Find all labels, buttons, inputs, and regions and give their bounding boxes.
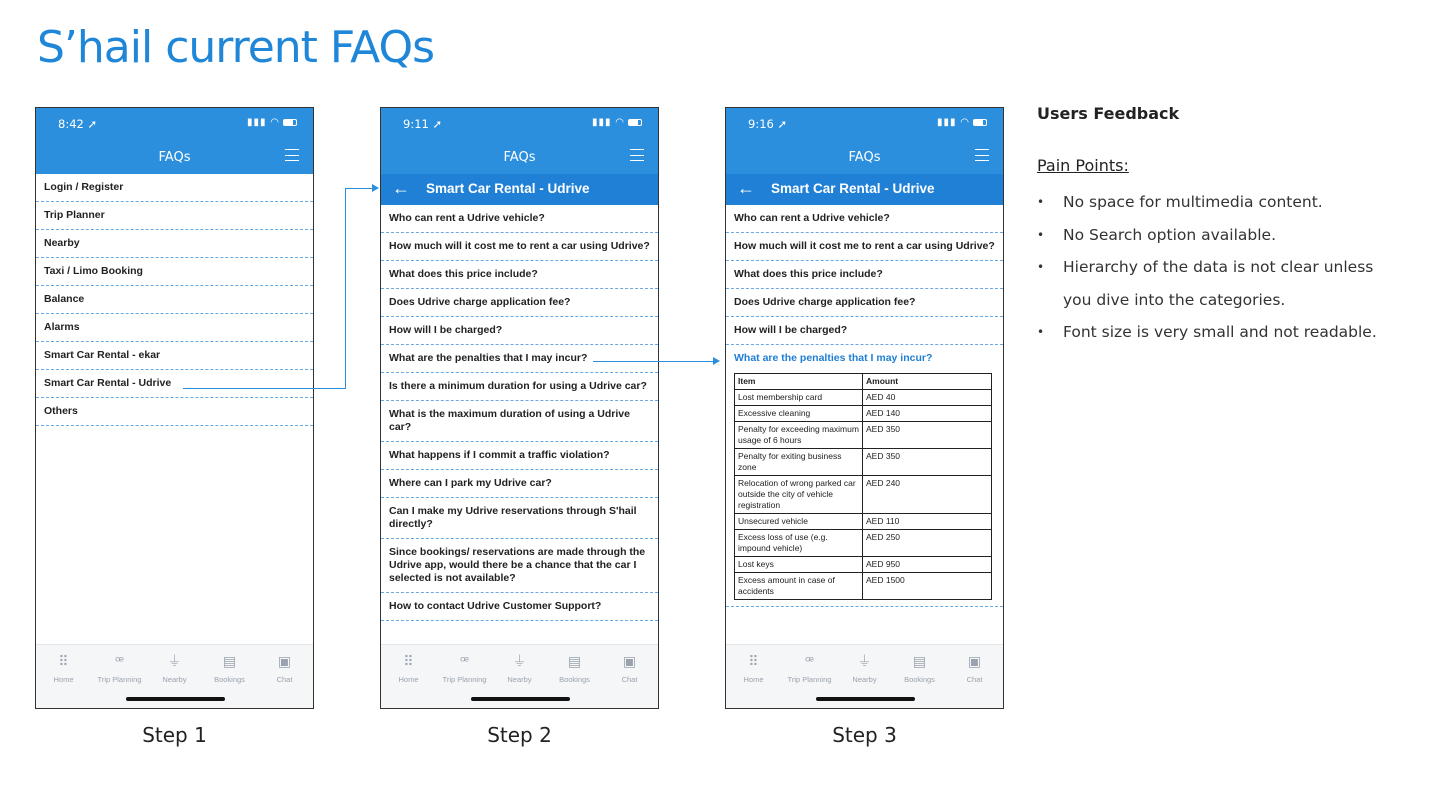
status-time: 8:42 ➚: [58, 117, 98, 131]
list-item: • Hierarchy of the data is not clear unless you dive into the categories.: [1037, 251, 1377, 316]
grid-icon: ⠿: [748, 653, 759, 669]
pin-icon: ⏚: [512, 653, 527, 669]
back-arrow-icon[interactable]: ←: [737, 178, 755, 198]
list-item[interactable]: How to contact Udrive Customer Support?: [381, 593, 658, 621]
nav-nearby[interactable]: ⏚ Nearby: [837, 651, 892, 684]
table-cell: Excess loss of use (e.g. impound vehicle): [735, 530, 863, 557]
sub-header: [726, 174, 1003, 205]
list-item[interactable]: Who can rent a Udrive vehicle?: [381, 205, 658, 233]
list-item[interactable]: Login / Register: [36, 174, 313, 202]
table-cell: Excessive cleaning: [735, 406, 863, 422]
table-row: [735, 530, 992, 557]
table-row: [735, 514, 992, 530]
nav-bookings[interactable]: ▤ Bookings: [547, 651, 602, 684]
home-indicator: [471, 697, 570, 701]
header-title: FAQs: [158, 150, 191, 165]
list-item[interactable]: Balance: [36, 286, 313, 314]
list-item[interactable]: What does this price include?: [381, 261, 658, 289]
pin-icon: ⏚: [857, 653, 872, 669]
pin-icon: ⏚: [167, 653, 182, 669]
home-indicator: [126, 697, 225, 701]
header-title: FAQs: [848, 150, 881, 165]
list-item[interactable]: How will I be charged?: [726, 317, 1003, 345]
nav-home[interactable]: ⠿ Home: [36, 651, 91, 684]
arrow-head-icon: [372, 184, 379, 192]
nav-trip-planning[interactable]: ꟹ Trip Planning: [782, 651, 837, 684]
menu-icon[interactable]: [975, 149, 989, 161]
table-cell: AED 240: [863, 476, 992, 514]
table-cell: AED 1500: [863, 573, 992, 600]
feedback-heading: Users Feedback: [1037, 104, 1180, 123]
connector-line: [183, 388, 345, 389]
table-row: [735, 406, 992, 422]
table-header: Amount: [863, 374, 992, 390]
table-row: [735, 573, 992, 600]
list-item-active[interactable]: What are the penalties that I may incur?: [734, 352, 933, 364]
step-label: Step 3: [832, 723, 897, 747]
home-indicator: [816, 697, 915, 701]
step-label: Step 1: [142, 723, 207, 747]
step-label: Step 2: [487, 723, 552, 747]
divider: [726, 606, 1003, 607]
sub-header-title: Smart Car Rental - Udrive: [771, 181, 935, 196]
table-cell: AED 110: [863, 514, 992, 530]
ticket-icon: ▤: [567, 653, 582, 669]
bottom-nav: [36, 644, 313, 708]
nav-chat[interactable]: ▣ Chat: [602, 651, 657, 684]
nav-chat[interactable]: ▣ Chat: [947, 651, 1002, 684]
list-item[interactable]: What is the maximum duration of using a Udrive car?: [381, 401, 658, 442]
nav-trip-planning[interactable]: ꟹ Trip Planning: [92, 651, 147, 684]
ticket-icon: ▤: [222, 653, 237, 669]
arrow-head-icon: [713, 357, 720, 365]
nav-nearby[interactable]: ⏚ Nearby: [147, 651, 202, 684]
list-item[interactable]: What happens if I commit a traffic violation?: [381, 442, 658, 470]
table-row: [735, 390, 992, 406]
list-item[interactable]: Does Udrive charge application fee?: [726, 289, 1003, 317]
app-header: [36, 108, 313, 174]
penalty-table: [734, 373, 992, 600]
pain-points-heading: Pain Points:: [1037, 156, 1129, 175]
nav-home[interactable]: ⠿ Home: [726, 651, 781, 684]
question-list: [726, 205, 1003, 365]
nav-home[interactable]: ⠿ Home: [381, 651, 436, 684]
table-row: [735, 557, 992, 573]
table-header: Item: [735, 374, 863, 390]
phone-step1: [35, 107, 314, 709]
list-item[interactable]: Trip Planner: [36, 202, 313, 230]
status-icons: ▮▮▮ ◠: [247, 117, 297, 128]
grid-icon: ⠿: [403, 653, 414, 669]
list-item[interactable]: Where can I park my Udrive car?: [381, 470, 658, 498]
sub-header-title: Smart Car Rental - Udrive: [426, 181, 590, 196]
table-cell: AED 140: [863, 406, 992, 422]
status-icons: ▮▮▮ ◠: [937, 117, 987, 128]
table-header-row: [735, 374, 992, 390]
table-row: [735, 476, 992, 514]
table-row: [735, 449, 992, 476]
table-cell: Excess amount in case of accidents: [735, 573, 863, 600]
status-icons: ▮▮▮ ◠: [592, 117, 642, 128]
table-cell: Penalty for exiting business zone: [735, 449, 863, 476]
nav-trip-planning[interactable]: ꟹ Trip Planning: [437, 651, 492, 684]
app-header: [726, 108, 1003, 174]
app-header: [381, 108, 658, 174]
list-item[interactable]: Nearby: [36, 230, 313, 258]
table-cell: AED 40: [863, 390, 992, 406]
list-item[interactable]: Others: [36, 398, 313, 426]
route-icon: ꟹ: [459, 653, 470, 669]
table-cell: Unsecured vehicle: [735, 514, 863, 530]
list-item[interactable]: What does this price include?: [726, 261, 1003, 289]
chat-icon: ▣: [622, 653, 637, 669]
table-cell: AED 350: [863, 422, 992, 449]
list-item: • No space for multimedia content.: [1037, 186, 1377, 219]
chat-icon: ▣: [967, 653, 982, 669]
list-item[interactable]: Can I make my Udrive reservations through S'hail directly?: [381, 498, 658, 539]
chat-icon: ▣: [277, 653, 292, 669]
table-cell: Relocation of wrong parked car outside the city of vehicle registration: [735, 476, 863, 514]
status-time: 9:16 ➚: [748, 117, 788, 131]
list-item[interactable]: Does Udrive charge application fee?: [381, 289, 658, 317]
table-cell: AED 350: [863, 449, 992, 476]
pain-points-list: [1037, 186, 1377, 349]
connector-line: [593, 361, 713, 362]
list-item[interactable]: Is there a minimum duration for using a Udrive car?: [381, 373, 658, 401]
table-cell: Lost keys: [735, 557, 863, 573]
list-item[interactable]: Taxi / Limo Booking: [36, 258, 313, 286]
table-cell: AED 250: [863, 530, 992, 557]
list-item: • No Search option available.: [1037, 219, 1377, 252]
list-item[interactable]: Alarms: [36, 314, 313, 342]
connector-line: [345, 188, 346, 389]
header-title: FAQs: [503, 150, 536, 165]
table-cell: Lost membership card: [735, 390, 863, 406]
nav-bookings[interactable]: ▤ Bookings: [202, 651, 257, 684]
nav-bookings[interactable]: ▤ Bookings: [892, 651, 947, 684]
list-item[interactable]: Since bookings/ reservations are made through the Udrive app, would there be a chance that the car I selected is not available?: [381, 539, 658, 593]
route-icon: ꟹ: [114, 653, 125, 669]
table-cell: AED 950: [863, 557, 992, 573]
table-row: [735, 422, 992, 449]
phone-step2: [380, 107, 659, 709]
back-arrow-icon[interactable]: ←: [392, 178, 410, 198]
list-item[interactable]: Smart Car Rental - Udrive: [36, 370, 313, 398]
ticket-icon: ▤: [912, 653, 927, 669]
list-item[interactable]: What are the penalties that I may incur?: [381, 345, 658, 373]
page-title: S’hail current FAQs: [37, 22, 435, 73]
list-item[interactable]: How much will it cost me to rent a car using Udrive?: [381, 233, 658, 261]
nav-nearby[interactable]: ⏚ Nearby: [492, 651, 547, 684]
phone-step3: [725, 107, 1004, 709]
list-item[interactable]: Who can rent a Udrive vehicle?: [726, 205, 1003, 233]
menu-icon[interactable]: [285, 149, 299, 161]
grid-icon: ⠿: [58, 653, 69, 669]
list-item[interactable]: Smart Car Rental - ekar: [36, 342, 313, 370]
menu-icon[interactable]: [630, 149, 644, 161]
list-item[interactable]: How will I be charged?: [381, 317, 658, 345]
sub-header: [381, 174, 658, 205]
bottom-nav: [381, 644, 658, 708]
list-item[interactable]: How much will it cost me to rent a car using Udrive?: [726, 233, 1003, 261]
bottom-nav: [726, 644, 1003, 708]
question-list: [381, 205, 658, 621]
status-time: 9:11 ➚: [403, 117, 443, 131]
list-item: • Font size is very small and not readable.: [1037, 316, 1377, 349]
connector-line: [345, 188, 373, 189]
table-cell: Penalty for exceeding maximum usage of 6 hours: [735, 422, 863, 449]
nav-chat[interactable]: ▣ Chat: [257, 651, 312, 684]
route-icon: ꟹ: [804, 653, 815, 669]
